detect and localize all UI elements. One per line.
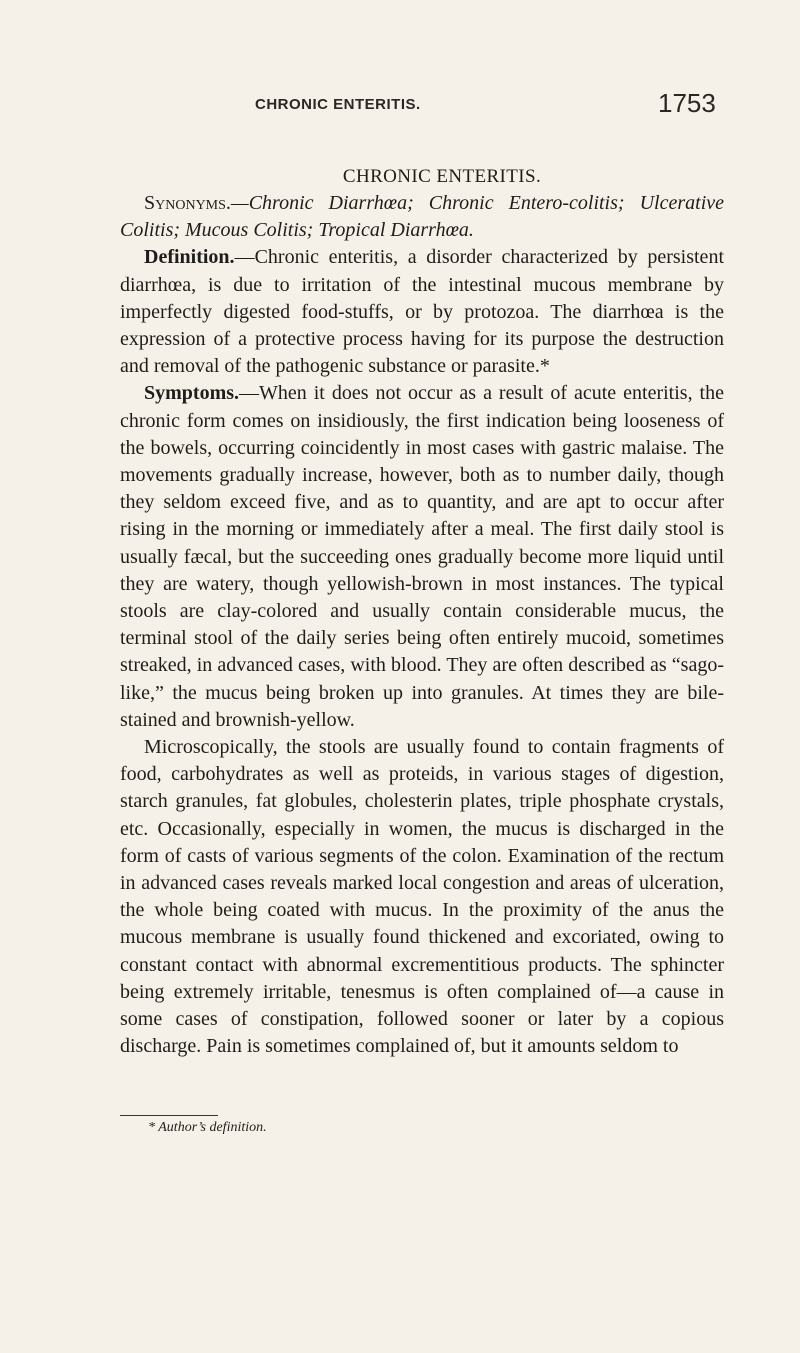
symptoms-label: Symptoms. [144, 382, 240, 405]
definition-label: Definition. [144, 246, 235, 269]
definition-text: —Chronic enteritis, a disorder characterized by persistent diarrhœa, is due to irritation of the intestinal mucous membrane by imperfectly digested food-stuffs, or by protozoa. The diarrhœa is the expression of a protective process having for its purpose the destruction and removal of the pathogenic substance or parasite.* [120, 246, 724, 378]
definition-paragraph [120, 244, 724, 380]
chapter-title: CHRONIC ENTERITIS. [342, 166, 542, 187]
symptoms-paragraph [120, 380, 724, 734]
microscopy-paragraph: Microscopically, the stools are usually found to contain fragments of food, carbohydrates as well as proteids, in various stages of digestion, starch granules, fat globules, cholesterin plates, triple phosphate crystals, etc. Occasionally, especially in women, the mucus is discharged in the form of casts of various segments of the colon. Examination of the rectum in advanced cases reveals marked local congestion and areas of ulceration, the whole being coated with mucus. In the proximity of the anus the mucous membrane is usually found thickened and excoriated, owing to constant contact with abnormal excrementitious products. The sphincter being extremely irritable, tenesmus is often complained of—a cause in some cases of constipation, followed sooner or later by a copious discharge. Pain is sometimes complained of, but it amounts seldom to [120, 736, 724, 1058]
synonyms-label: Synonyms. [144, 192, 231, 214]
body-text [120, 164, 724, 1061]
footnote-divider [120, 1115, 218, 1116]
symptoms-text: —When it does not occur as a result of acute enteritis, the chronic form comes on insidiously, the first indication being looseness of the bowels, occurring coincidently in most cases with gastric malaise. The movements gradually increase, however, both as to number daily, though they seldom exceed five, and as to quantity, and are apt to occur after rising in the morning or immediately after a meal. The first daily stool is usually fæcal, but the succeeding ones gradually become more liquid until they are watery, though yellowish-brown in most instances. The typical stools are clay-colored and usually contain considerable mucus, the terminal stool of the daily series being often entirely mucoid, sometimes streaked, in advanced cases, with blood. They are often described as “sago-like,” the mucus being broken up into granules. At times they are bile-stained and brownish-yellow. [120, 382, 724, 731]
page-number: 1753 [658, 88, 716, 118]
synonyms-text: —Chronic Diarrhœa; Chronic Entero-colitis; Ulcerative Colitis; Mucous Colitis; Tropical Diarrhœa. [120, 192, 724, 242]
synonyms-paragraph [120, 190, 724, 244]
footnote: * Author’s definition. [148, 1120, 267, 1135]
running-header: CHRONIC ENTERITIS. [255, 96, 421, 113]
